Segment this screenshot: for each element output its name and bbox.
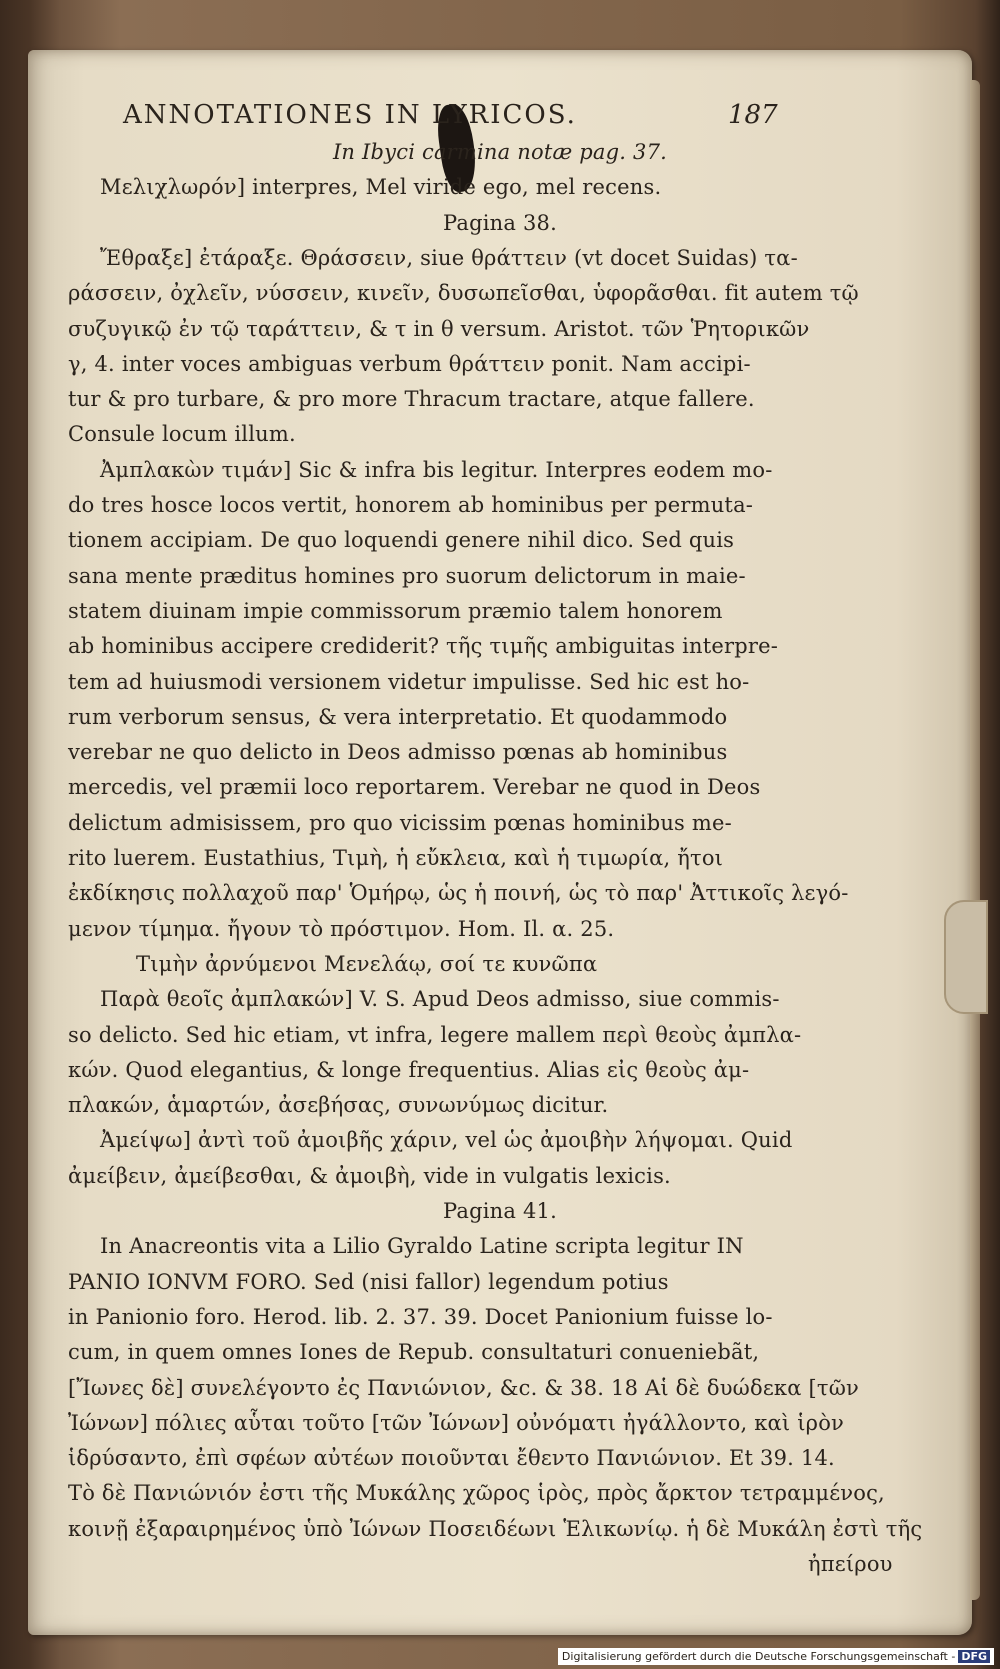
text-line: κοινῇ ἐξαραιρημένος ὑπὸ Ἰώνων Ποσειδέωνι Ἑλικωνίῳ. ἡ δὲ Μυκάλη ἐστὶ τῆς: [68, 1516, 923, 1541]
text-line: in Panionio foro. Herod. lib. 2. 37. 39. Docet Panionium fuisse lo-: [68, 1304, 773, 1329]
text-line: Pagina 38.: [443, 210, 557, 235]
text-line: γ, 4. inter voces ambiguas verbum θράττειν ponit. Nam accipi-: [68, 351, 751, 376]
running-title: ANNOTATIONES IN LYRICOS.: [123, 100, 577, 130]
text-line: Μελιχλωρόν] interpres, Mel viride ego, mel recens.: [100, 175, 662, 200]
text-line: tem ad huiusmodi versionem videtur impulisse. Sed hic est ho-: [68, 669, 750, 694]
text-line: mercedis, vel præmii loco reportarem. Verebar ne quod in Deos: [68, 775, 761, 800]
text-line: delictum admisissem, pro quo vicissim pœnas hominibus me-: [68, 810, 732, 835]
text-line: ἐκδίκησις πολλαχοῦ παρ' Ὁμήρῳ, ὡς ἡ ποινή, ὡς τὸ παρ' Ἀττικοῖς λεγό-: [68, 881, 849, 906]
text-line: In Anacreontis vita a Lilio Gyraldo Latine scripta legitur IN: [100, 1234, 744, 1259]
text-line: ἠπείρου: [808, 1552, 893, 1576]
text-line: statem diuinam impie commissorum præmio talem honorem: [68, 598, 723, 623]
text-line: cum, in quem omnes Iones de Repub. consultaturi conueniebãt,: [68, 1340, 760, 1365]
text-line: ab hominibus accipere crediderit? τῆς τιμῆς ambiguitas interpre-: [68, 634, 779, 659]
text-line: Ἀμπλακὼν τιμάν] Sic & infra bis legitur. Interpres eodem mo-: [100, 457, 773, 482]
text-line: do tres hosce locos vertit, honorem ab hominibus per permuta-: [68, 493, 754, 517]
text-line: tur & pro turbare, & pro more Thracum tractare, atque fallere.: [68, 387, 755, 412]
text-line: Pagina 41.: [443, 1199, 557, 1223]
text-line: ράσσειν, ὀχλεῖν, νύσσειν, κινεῖν, δυσωπεῖσθαι, ὑφορᾶσθαι. fit autem τῷ: [68, 281, 859, 306]
text-line: PANIO IONVM FORO. Sed (nisi fallor) legendum potius: [68, 1269, 669, 1294]
text-line: sana mente præditus homines pro suorum delictorum in maie-: [68, 563, 746, 588]
text-line: Τὸ δὲ Πανιώνιόν ἐστι τῆς Μυκάλης χῶρος ἱρὸς, πρὸς ἄρκτον τετραμμένος,: [68, 1481, 885, 1506]
text-line: tionem accipiam. De quo loquendi genere nihil dico. Sed quis: [68, 528, 735, 553]
text-line: [Ἴωνες δὲ] συνελέγοντο ἐς Πανιώνιον, &c. & 38. 18 Αἱ δὲ δυώδεκα [τῶν: [68, 1375, 859, 1400]
text-line: πλακών, ἁμαρτών, ἀσεβήσας, συνωνύμως dicitur.: [68, 1093, 609, 1118]
text-line: μενον τίμημα. ἤγουν τὸ πρόστιμον. Hom. Il. α. 25.: [68, 916, 615, 941]
text-line: rito luerem. Eustathius, Τιμὴ, ἡ εὔκλεια, καὶ ἡ τιμωρία, ἤτοι: [68, 846, 724, 870]
text-line: In Ibyci carmina notæ pag. 37.: [332, 140, 668, 164]
page-number: 187: [728, 100, 778, 130]
text-line: Τιμὴν ἀρνύμενοι Μενελάῳ, σοί τε κυνῶπα: [136, 951, 598, 976]
text-line: Ἔθραξε] ἐτάραξε. Θράσσειν, siue θράττειν (vt docet Suidas) τα-: [100, 245, 798, 270]
credit-text: Digitalisierung gefördert durch die Deutsche Forschungsgemeinschaft -: [561, 1650, 956, 1663]
text-line: Ἀμείψω] ἀντὶ τοῦ ἀμοιβῆς χάριν, vel ὡς ἀμοιβὴν λήψομαι. Quid: [100, 1128, 793, 1153]
text-line: κών. Quod elegantius, & longe frequentius. Alias εἰς θεοὺς ἀμ-: [68, 1057, 750, 1082]
text-line: συζυγικῷ ἐν τῷ ταράττειν, & τ in θ versum. Aristot. τῶν Ῥητορικῶν: [68, 316, 810, 341]
text-line: Consule locum illum.: [68, 422, 296, 447]
text-line: verebar ne quo delicto in Deos admisso pœnas ab hominibus: [68, 740, 728, 765]
text-line: ἀμείβειν, ἀμείβεσθαι, & ἀμοιβὴ, vide in vulgatis lexicis.: [68, 1163, 671, 1188]
dfg-logo: DFG: [958, 1650, 990, 1663]
text-line: so delicto. Sed hic etiam, vt infra, legere mallem περὶ θεοὺς ἀμπλα-: [68, 1022, 802, 1047]
clasp-tab: [944, 900, 988, 1014]
digitization-credit: [558, 1648, 994, 1665]
text-line: Ἰώνων] πόλιες αὗται τοῦτο [τῶν Ἰώνων] οὐνόματι ἠγάλλοντο, καὶ ἱρὸν: [68, 1410, 845, 1435]
text-line: Παρὰ θεοῖς ἀμπλακών] V. S. Apud Deos admisso, siue commis-: [100, 987, 780, 1012]
text-line: rum verborum sensus, & vera interpretatio. Et quodammodo: [68, 704, 728, 729]
text-line: ἱδρύσαντο, ἐπὶ σφέων αὐτέων ποιοῦνται ἔθεντο Πανιώνιον. Et 39. 14.: [68, 1446, 835, 1471]
page-edge: [970, 80, 980, 1600]
book-page: [28, 50, 972, 1635]
